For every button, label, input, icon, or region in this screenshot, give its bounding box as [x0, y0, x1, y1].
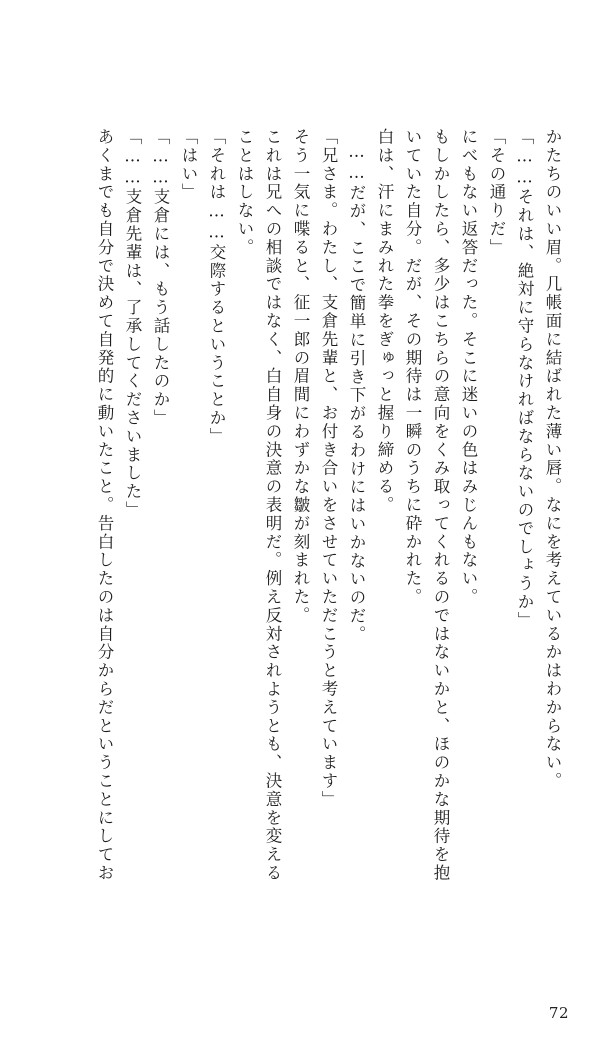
text-line: かたちのいい眉。几帳面に結ばれた薄い唇。なにを考えているかはわからない。: [543, 128, 562, 791]
page-number: 72: [548, 1004, 569, 1022]
text-line: これは兄への相談ではなく、白自身の決意の表明だ。例え反対されようとも、決意を変える: [263, 128, 282, 883]
text-line: もしかしたら、多少はこちらの意向をくみ取ってくれるのではないかと、ほのかな期待を抱: [431, 128, 450, 883]
text-line: 「……支倉には、もう話したのか」: [151, 128, 170, 428]
text-line: 「兄さま。わたし、支倉先輩と、お付き合いをさせていただこうと考えています」: [319, 128, 338, 809]
text-line: 「その通りだ」: [487, 128, 506, 257]
text-line: ……だが、ここで簡単に引き下がるわけにはいかないのだ。: [347, 142, 366, 644]
text-line: そう一気に喋ると、征一郎の眉間にわずかな皺が刻まれた。: [291, 128, 310, 625]
text-line: あくまでも自分で決めて自発的に動いたこと。告白したのは自分からだということにしてお: [95, 128, 114, 883]
text-line: にべもない返答だった。そこに迷いの色はみじんもない。: [459, 128, 478, 607]
vertical-text-block: [40, 128, 560, 988]
text-line: 白は、汗にまみれた拳をぎゅっと握り締める。: [375, 128, 394, 515]
text-line: 「……支倉先輩は、了承してくださいました」: [123, 128, 142, 520]
text-line: 「はい」: [179, 128, 198, 202]
text-line: ことはしない。: [235, 128, 254, 257]
text-line: 「それは……交際するということか」: [207, 128, 226, 446]
text-line: 「……それは、絶対に守らなければならないのでしょうか」: [515, 128, 534, 630]
text-line: いていた自分。だが、その期待は一瞬のうちに砕かれた。: [403, 128, 422, 607]
